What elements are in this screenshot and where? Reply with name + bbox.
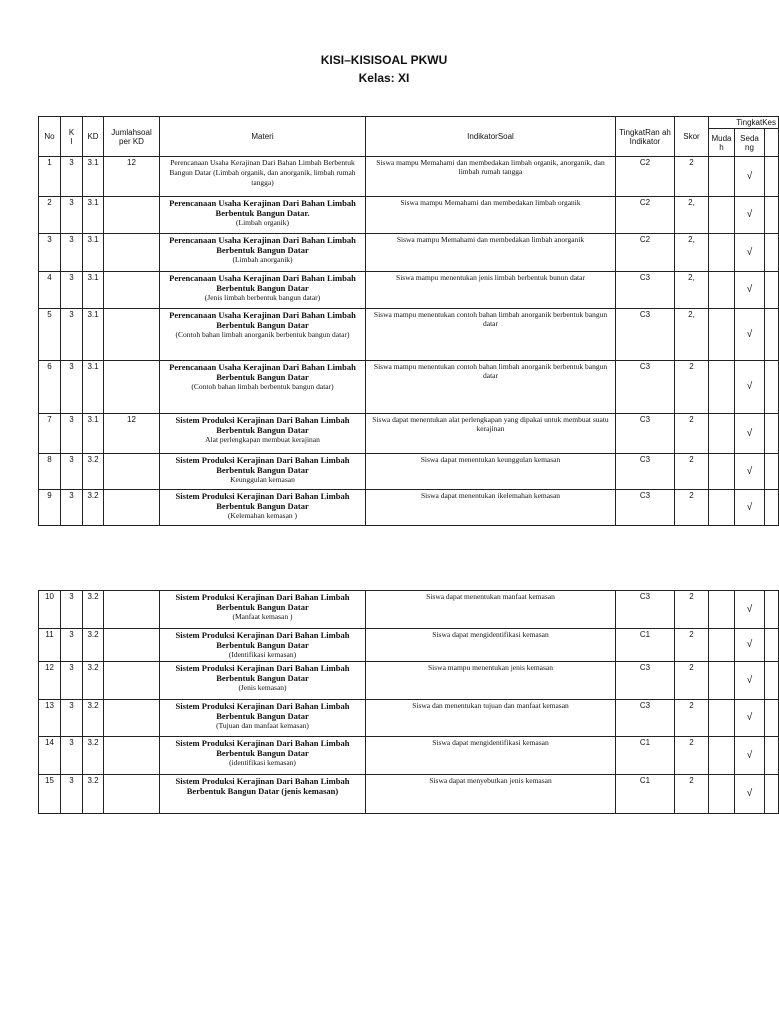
table-row xyxy=(39,591,779,629)
row-ki: 3 xyxy=(61,157,83,197)
row-mudah xyxy=(709,591,735,629)
row-skor: 2, xyxy=(675,272,709,309)
row-no: 7 xyxy=(39,414,61,454)
row-jumlah-soal xyxy=(104,775,160,814)
table-row xyxy=(39,361,779,414)
header-tingkat-kesulitan: TingkatKes xyxy=(709,117,779,129)
header-sedang: Seda ng xyxy=(735,129,765,157)
row-indikator: Siswa mampu Memahami dan membedakan limbah anorganik xyxy=(366,234,616,272)
header-mudah: Muda h xyxy=(709,129,735,157)
row-sedang: √ xyxy=(735,700,765,737)
row-no: 12 xyxy=(39,662,61,700)
materi-title: Sistem Produksi Kerajinan Dari Bahan Limbah Berbentuk Bangun Datar xyxy=(175,415,350,435)
row-ki: 3 xyxy=(61,272,83,309)
row-tingkat-ranah: C1 xyxy=(616,629,675,662)
row-kd: 3.2 xyxy=(83,662,104,700)
document-subtitle: Kelas: XI xyxy=(358,71,410,85)
row-jumlah-soal xyxy=(104,591,160,629)
row-tingkat-ranah: C1 xyxy=(616,737,675,775)
row-indikator: Siswa dapat menyebutkan jenis kemasan xyxy=(366,775,616,814)
row-ki: 3 xyxy=(61,490,83,526)
row-sedang: √ xyxy=(735,490,765,526)
table-row xyxy=(39,629,779,662)
materi-detail: (Limbah organik) xyxy=(236,218,289,227)
row-sukar xyxy=(765,309,779,361)
materi-title: Sistem Produksi Kerajinan Dari Bahan Limbah Berbentuk Bangun Datar xyxy=(175,592,350,612)
row-skor: 2 xyxy=(675,775,709,814)
row-sedang: √ xyxy=(735,454,765,490)
row-indikator: Siswa mampu menentukan jenis limbah berbentuk bunun datar xyxy=(366,272,616,309)
row-skor: 2, xyxy=(675,309,709,361)
row-mudah xyxy=(709,197,735,234)
row-sedang: √ xyxy=(735,272,765,309)
row-ki: 3 xyxy=(61,775,83,814)
row-skor: 2 xyxy=(675,157,709,197)
materi-title: Sistem Produksi Kerajinan Dari Bahan Limbah Berbentuk Bangun Datar xyxy=(175,738,350,758)
materi-detail: (Jenis kemasan) xyxy=(238,683,287,692)
row-sukar xyxy=(765,197,779,234)
row-no: 13 xyxy=(39,700,61,737)
materi-title: Sistem Produksi Kerajinan Dari Bahan Limbah Berbentuk Bangun Datar (jenis kemasan) xyxy=(175,776,350,796)
row-indikator: Siswa mampu Memahami dan membedakan limbah organik xyxy=(366,197,616,234)
materi-title: Sistem Produksi Kerajinan Dari Bahan Limbah Berbentuk Bangun Datar xyxy=(175,491,350,511)
row-indikator: Siswa dan menentukan tujuan dan manfaat kemasan xyxy=(366,700,616,737)
row-skor: 2, xyxy=(675,197,709,234)
row-ki: 3 xyxy=(61,737,83,775)
row-jumlah-soal: 12 xyxy=(104,157,160,197)
row-tingkat-ranah: C3 xyxy=(616,414,675,454)
row-sedang: √ xyxy=(735,591,765,629)
materi-detail: Perencanaan Usaha Kerajinan Dari Bahan Limbah Berbentuk Bangun Datar (Limbah organik, dan anorganik, limbah rumah tangga) xyxy=(169,158,356,187)
row-tingkat-ranah: C3 xyxy=(616,454,675,490)
row-kd: 3.2 xyxy=(83,700,104,737)
document-title: KISI–KISISOAL PKWU xyxy=(320,53,448,67)
row-ki: 3 xyxy=(61,454,83,490)
row-indikator: Siswa dapat menentukan manfaat kemasan xyxy=(366,591,616,629)
materi-title: Sistem Produksi Kerajinan Dari Bahan Limbah Berbentuk Bangun Datar xyxy=(175,663,350,683)
header-skor: Skor xyxy=(675,117,709,157)
row-materi xyxy=(160,272,366,309)
table-row xyxy=(39,737,779,775)
row-jumlah-soal xyxy=(104,234,160,272)
row-tingkat-ranah: C3 xyxy=(616,662,675,700)
row-skor: 2 xyxy=(675,414,709,454)
row-kd: 3.1 xyxy=(83,157,104,197)
row-sedang: √ xyxy=(735,775,765,814)
row-sedang: √ xyxy=(735,662,765,700)
row-kd: 3.1 xyxy=(83,309,104,361)
row-sukar xyxy=(765,591,779,629)
table-row xyxy=(39,234,779,272)
materi-title: Perencanaan Usaha Kerajinan Dari Bahan Limbah Berbentuk Bangun Datar xyxy=(169,273,356,293)
row-jumlah-soal xyxy=(104,309,160,361)
materi-detail: (Identifikasi kemasan) xyxy=(228,650,297,659)
row-sedang: √ xyxy=(735,234,765,272)
row-kd: 3.1 xyxy=(83,272,104,309)
row-tingkat-ranah: C3 xyxy=(616,591,675,629)
row-indikator: Siswa mampu menentukan contoh bahan limbah anorganik berbentuk bangun datar xyxy=(366,361,616,414)
row-mudah xyxy=(709,629,735,662)
materi-detail: (Manfaat kemasan ) xyxy=(232,612,293,621)
row-indikator: Siswa mampu menentukan contoh bahan limbah anorganik berbentuk bangun datar xyxy=(366,309,616,361)
row-sedang: √ xyxy=(735,309,765,361)
table-row xyxy=(39,157,779,197)
materi-detail: Keunggulan kemasan xyxy=(230,475,295,484)
materi-detail: (Jenis limbah berbentuk bangun datar) xyxy=(204,293,321,302)
row-jumlah-soal xyxy=(104,197,160,234)
row-mudah xyxy=(709,490,735,526)
row-indikator: Siswa mampu Memahami dan membedakan limbah organik, anorganik, dan limbah rumah tangga xyxy=(366,157,616,197)
row-materi xyxy=(160,662,366,700)
header-tingkat-ranah: TingkatRan ah Indikator xyxy=(616,117,675,157)
materi-title: Perencanaan Usaha Kerajinan Dari Bahan Limbah Berbentuk Bangun Datar xyxy=(169,235,356,255)
row-materi xyxy=(160,361,366,414)
row-skor: 2, xyxy=(675,234,709,272)
row-ki: 3 xyxy=(61,234,83,272)
row-sukar xyxy=(765,490,779,526)
row-no: 4 xyxy=(39,272,61,309)
row-mudah xyxy=(709,414,735,454)
row-tingkat-ranah: C3 xyxy=(616,309,675,361)
row-jumlah-soal xyxy=(104,662,160,700)
row-kd: 3.2 xyxy=(83,737,104,775)
row-ki: 3 xyxy=(61,309,83,361)
row-indikator: Siswa dapat menentukan alat perlengkapan yang dipakai untuk membuat suatu kerajinan xyxy=(366,414,616,454)
row-mudah xyxy=(709,454,735,490)
row-skor: 2 xyxy=(675,591,709,629)
row-no: 14 xyxy=(39,737,61,775)
row-tingkat-ranah: C2 xyxy=(616,234,675,272)
row-ki: 3 xyxy=(61,414,83,454)
row-sukar xyxy=(765,700,779,737)
row-ki: 3 xyxy=(61,361,83,414)
materi-title: Perencanaan Usaha Kerajinan Dari Bahan Limbah Berbentuk Bangun Datar. xyxy=(169,198,356,218)
materi-detail: (Contoh bahan limbah anorganik berbentuk bangun datar) xyxy=(175,330,350,339)
row-sukar xyxy=(765,234,779,272)
table-row xyxy=(39,775,779,814)
row-ki: 3 xyxy=(61,591,83,629)
row-sedang: √ xyxy=(735,197,765,234)
row-kd: 3.1 xyxy=(83,234,104,272)
kisi-kisi-table-page-2 xyxy=(38,590,779,814)
row-materi xyxy=(160,737,366,775)
row-sedang: √ xyxy=(735,157,765,197)
row-ki: 3 xyxy=(61,662,83,700)
row-tingkat-ranah: C1 xyxy=(616,775,675,814)
header-indikator: IndikatorSoal xyxy=(366,117,616,157)
row-sedang: √ xyxy=(735,414,765,454)
row-indikator: Siswa dapat menentukan ikelemahan kemasan xyxy=(366,490,616,526)
row-materi xyxy=(160,234,366,272)
row-sukar xyxy=(765,775,779,814)
row-sukar xyxy=(765,414,779,454)
row-jumlah-soal xyxy=(104,737,160,775)
row-no: 15 xyxy=(39,775,61,814)
row-mudah xyxy=(709,361,735,414)
row-materi xyxy=(160,414,366,454)
row-mudah xyxy=(709,157,735,197)
row-materi xyxy=(160,591,366,629)
row-sukar xyxy=(765,361,779,414)
row-materi xyxy=(160,490,366,526)
row-mudah xyxy=(709,234,735,272)
row-materi xyxy=(160,775,366,814)
table-row xyxy=(39,700,779,737)
table-row xyxy=(39,454,779,490)
row-kd: 3.2 xyxy=(83,490,104,526)
header-no: No xyxy=(39,117,61,157)
row-tingkat-ranah: C3 xyxy=(616,361,675,414)
row-jumlah-soal xyxy=(104,454,160,490)
row-skor: 2 xyxy=(675,629,709,662)
row-indikator: Siswa dapat menentukan keunggulan kemasan xyxy=(366,454,616,490)
row-jumlah-soal xyxy=(104,361,160,414)
row-no: 5 xyxy=(39,309,61,361)
table-row xyxy=(39,414,779,454)
row-skor: 2 xyxy=(675,700,709,737)
header-sukar xyxy=(765,129,779,157)
materi-title: Sistem Produksi Kerajinan Dari Bahan Limbah Berbentuk Bangun Datar xyxy=(175,630,350,650)
row-mudah xyxy=(709,272,735,309)
row-no: 2 xyxy=(39,197,61,234)
row-tingkat-ranah: C3 xyxy=(616,272,675,309)
row-indikator: Siswa dapat mengidentifikasi kemasan xyxy=(366,737,616,775)
header-materi: Materi xyxy=(160,117,366,157)
materi-detail: (Contoh bahan limbah berbentuk bangun datar) xyxy=(191,382,334,391)
row-kd: 3.1 xyxy=(83,197,104,234)
row-materi xyxy=(160,629,366,662)
row-indikator: Siswa dapat mengidentifikasi kemasan xyxy=(366,629,616,662)
materi-detail: Alat perlengkapan membuat kerajinan xyxy=(205,435,320,444)
row-mudah xyxy=(709,700,735,737)
header-jumlah-soal: Jumlahsoal per KD xyxy=(104,117,160,157)
row-materi xyxy=(160,157,366,197)
table-row xyxy=(39,490,779,526)
row-mudah xyxy=(709,775,735,814)
row-skor: 2 xyxy=(675,490,709,526)
row-sedang: √ xyxy=(735,629,765,662)
row-materi xyxy=(160,197,366,234)
materi-detail: (Kelemahan kemasan ) xyxy=(227,511,298,520)
row-sedang: √ xyxy=(735,361,765,414)
row-kd: 3.1 xyxy=(83,414,104,454)
row-jumlah-soal xyxy=(104,272,160,309)
materi-title: Perencanaan Usaha Kerajinan Dari Bahan Limbah Berbentuk Bangun Datar xyxy=(169,310,356,330)
kisi-kisi-table-page-1 xyxy=(38,116,779,526)
row-skor: 2 xyxy=(675,454,709,490)
row-no: 9 xyxy=(39,490,61,526)
row-no: 8 xyxy=(39,454,61,490)
materi-title: Sistem Produksi Kerajinan Dari Bahan Limbah Berbentuk Bangun Datar xyxy=(175,455,350,475)
row-tingkat-ranah: C2 xyxy=(616,197,675,234)
row-materi xyxy=(160,700,366,737)
row-mudah xyxy=(709,309,735,361)
header-kd: KD xyxy=(83,117,104,157)
row-materi xyxy=(160,454,366,490)
row-sukar xyxy=(765,662,779,700)
row-ki: 3 xyxy=(61,197,83,234)
row-kd: 3.2 xyxy=(83,454,104,490)
table-row xyxy=(39,272,779,309)
row-skor: 2 xyxy=(675,361,709,414)
row-ki: 3 xyxy=(61,700,83,737)
row-no: 1 xyxy=(39,157,61,197)
row-kd: 3.2 xyxy=(83,591,104,629)
table-row xyxy=(39,662,779,700)
row-jumlah-soal xyxy=(104,629,160,662)
row-ki: 3 xyxy=(61,629,83,662)
row-indikator: Siswa mampu menentukan jenis kemasan xyxy=(366,662,616,700)
header-ki: K I xyxy=(61,117,83,157)
row-sukar xyxy=(765,454,779,490)
row-kd: 3.1 xyxy=(83,361,104,414)
row-jumlah-soal xyxy=(104,700,160,737)
row-no: 6 xyxy=(39,361,61,414)
row-sukar xyxy=(765,737,779,775)
row-mudah xyxy=(709,662,735,700)
row-jumlah-soal xyxy=(104,490,160,526)
materi-detail: (identifikasi kemasan) xyxy=(229,758,296,767)
row-tingkat-ranah: C3 xyxy=(616,490,675,526)
table-row xyxy=(39,309,779,361)
row-mudah xyxy=(709,737,735,775)
row-no: 3 xyxy=(39,234,61,272)
row-kd: 3.2 xyxy=(83,629,104,662)
row-sukar xyxy=(765,629,779,662)
row-jumlah-soal: 12 xyxy=(104,414,160,454)
materi-title: Sistem Produksi Kerajinan Dari Bahan Limbah Berbentuk Bangun Datar xyxy=(175,701,350,721)
row-no: 10 xyxy=(39,591,61,629)
row-materi xyxy=(160,309,366,361)
row-sukar xyxy=(765,272,779,309)
table-row xyxy=(39,197,779,234)
row-skor: 2 xyxy=(675,662,709,700)
materi-detail: (Limbah anorganik) xyxy=(232,255,293,264)
row-kd: 3.2 xyxy=(83,775,104,814)
row-skor: 2 xyxy=(675,737,709,775)
row-tingkat-ranah: C3 xyxy=(616,700,675,737)
row-no: 11 xyxy=(39,629,61,662)
materi-title: Perencanaan Usaha Kerajinan Dari Bahan Limbah Berbentuk Bangun Datar xyxy=(169,362,356,382)
row-sukar xyxy=(765,157,779,197)
materi-detail: (Tujuan dan manfaat kemasan) xyxy=(216,721,309,730)
row-sedang: √ xyxy=(735,737,765,775)
row-tingkat-ranah: C2 xyxy=(616,157,675,197)
